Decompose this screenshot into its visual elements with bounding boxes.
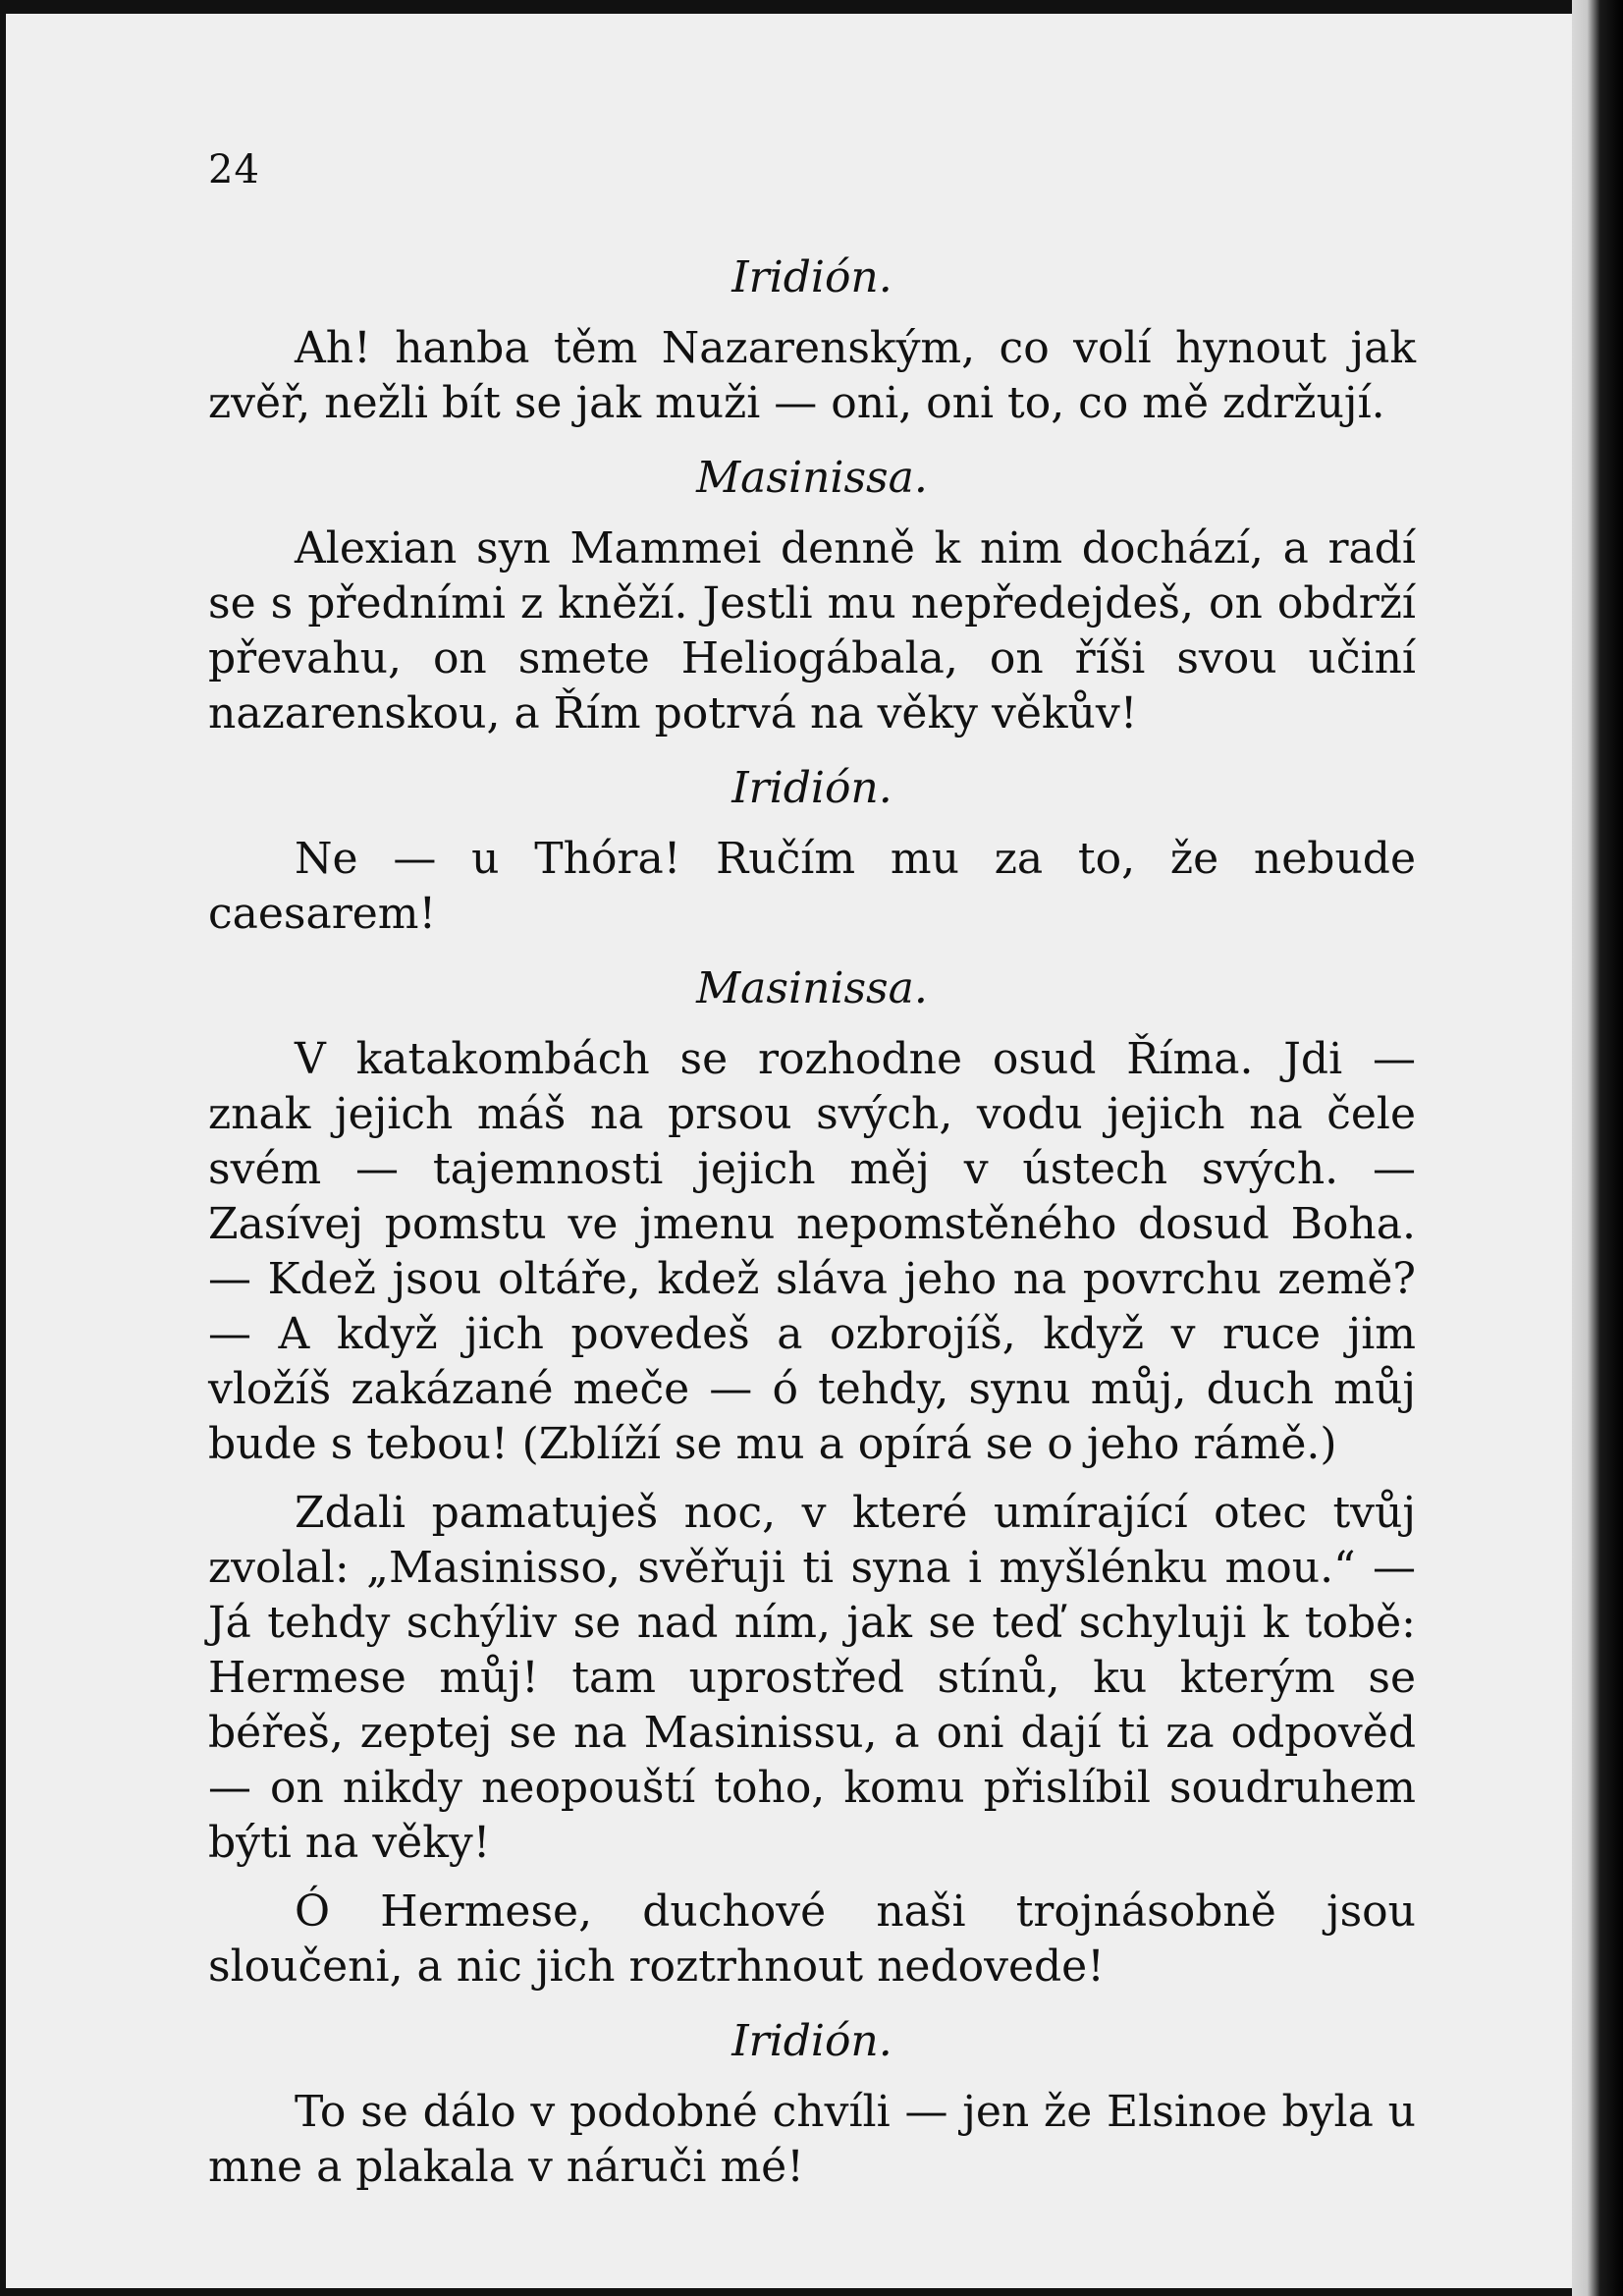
dialogue-paragraph: Ó Hermese, duchové naši trojnásobně jsou sloučeni, a nic jich roztrhnout nedovede! <box>208 1886 1416 1992</box>
dialogue-paragraph: V katakombách se rozhodne osud Říma. Jdi — znak jejich máš na prsou svých, vodu jejich na čele svém — tajemnosti jejich měj v ústech svých. — Zasívej pomstu ve jmenu nepomstěného dosud Boha. — Kdež jsou oltáře, kdež sláva jeho na povrchu země? — A když jich povedeš a ozbrojíš, když v ruce jim vložíš zakázané meče — ó tehdy, synu můj, duch můj bude s tebou! (Zblíží se mu a opírá se o jeho rámě.) <box>208 1034 1416 1469</box>
speaker-name: Masinissa. <box>696 453 928 503</box>
speaker-name: Iridión. <box>731 2016 893 2066</box>
dialogue-paragraph: Ne — u Thóra! Ručím mu za to, že nebude caesarem! <box>208 834 1416 939</box>
speaker-name: Iridión. <box>731 252 893 302</box>
speaker-name: Iridión. <box>731 763 893 813</box>
speaker-name: Masinissa. <box>696 963 928 1013</box>
dialogue-paragraph: To se dálo v podobné chvíli — jen že Elsinoe byla u mne a plakala v náruči mé! <box>208 2087 1416 2192</box>
page-binding-shadow <box>1572 0 1623 2296</box>
dialogue-paragraph: Ah! hanba těm Nazarenským, co volí hynout jak zvěř, nežli bít se jak muži — oni, oni to, co mě zdržují. <box>208 323 1416 428</box>
dialogue-text <box>208 250 1416 2209</box>
dialogue-paragraph: Zdali pamatuješ noc, v které umírající otec tvůj zvolal: „Masinisso, svěřuji ti syna i myšlénku mou.“ — Já tehdy schýliv se nad ním, jak se teď schyluji k tobě: Hermese můj! tam uprostřed stínů, ku kterým se béřeš, zeptej se na Masinissu, a oni dají ti za odpověd — on nikdy neopouští toho, komu přislíbil soudruhem býti na věky! <box>208 1488 1416 1868</box>
page-number: 24 <box>208 147 260 192</box>
dialogue-paragraph: Alexian syn Mammei denně k nim dochází, a radí se s předními z kněží. Jestli mu nepředejdeš, on obdrží převahu, on smete Heliogábala, on říši svou učiní nazarenskou, a Řím potrvá na věky věkův! <box>208 523 1416 738</box>
